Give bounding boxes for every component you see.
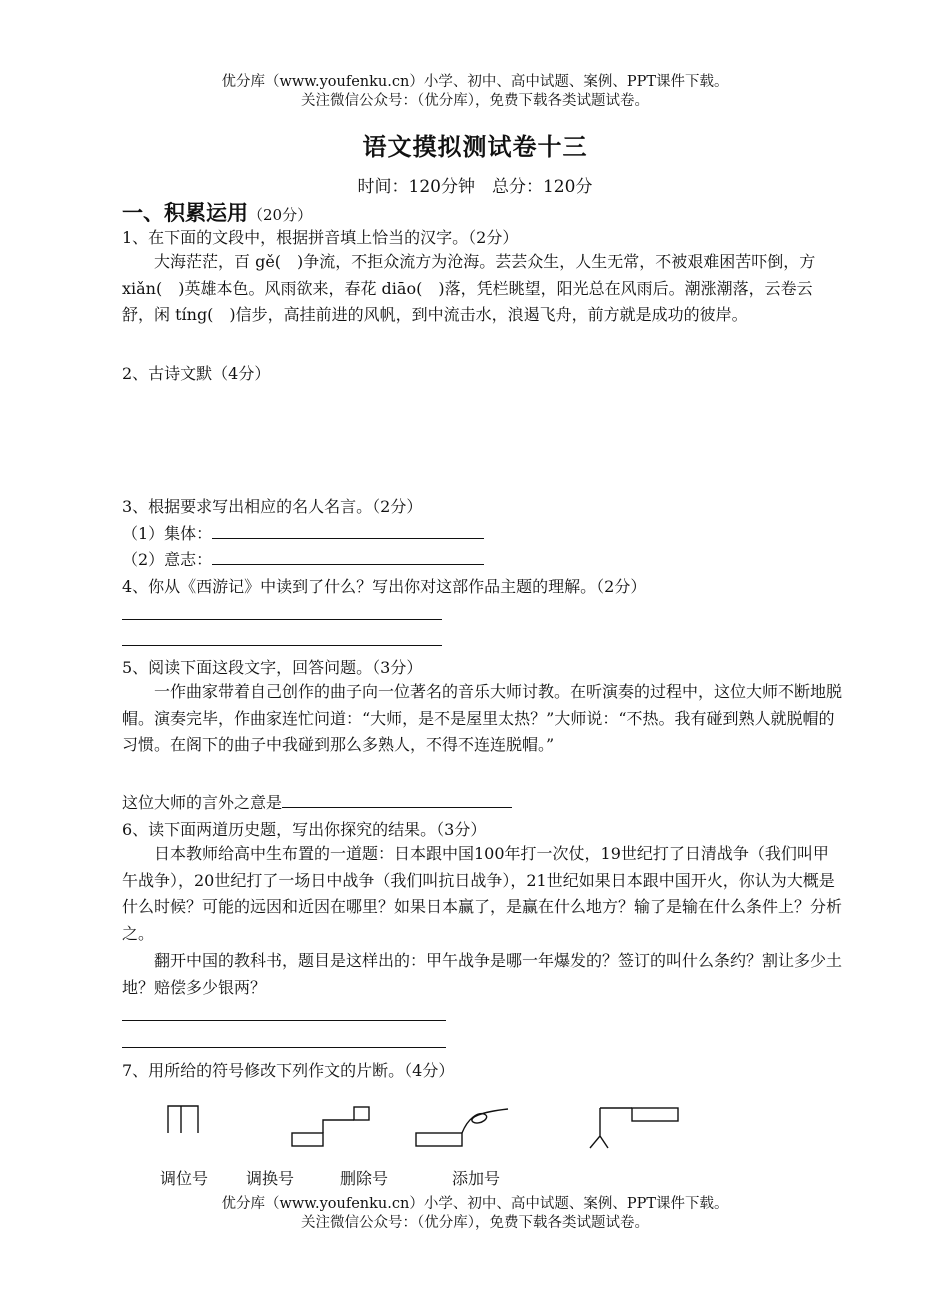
- swap-mark-icon: [292, 1107, 369, 1146]
- q6-paragraph-2: 翻开中国的教科书，题目是这样出的：甲午战争是哪一年爆发的？签订的叫什么条约？割让多少土地？赔偿多少银两？: [122, 951, 843, 997]
- q3-stem: 3、根据要求写出相应的名人名言。（2分）: [122, 497, 423, 516]
- page-subtitle: 时间：120分钟 总分：120分: [357, 177, 593, 197]
- q7-stem: 7、用所给的符号修改下列作文的片断。（4分）: [122, 1061, 455, 1080]
- q3-item-2: [122, 547, 484, 570]
- section-label: 一、积累运用: [122, 200, 248, 225]
- footer-line-2: 关注微信公众号：（优分库），免费下载各类试题试卷。: [301, 1215, 649, 1231]
- q6-stem: 6、读下面两道历史题，写出你探究的结果。（3分）: [122, 820, 487, 839]
- q4-answer-line-1[interactable]: [122, 619, 442, 620]
- header-line-2: 关注微信公众号：（优分库），免费下载各类试题试卷。: [301, 93, 649, 109]
- q4-answer-line-2[interactable]: [122, 645, 442, 646]
- q6-paragraph-1: 日本教师给高中生布置的一道题：日本跟中国100年打一次仗，19世纪打了日清战争（我们叫甲午战争），20世纪打了一场日中战争（我们叫抗日战争），21世纪如果日本跟中国开火，你认为大概是什么时候？可能的远因和近因在哪里？如果日本赢了，是赢在什么地方？输了是输在什么条件上？分析之。: [122, 844, 843, 944]
- symbol-label-insert: 添加号: [452, 1169, 501, 1188]
- delete-mark-icon: [416, 1109, 508, 1146]
- q5-prompt-row: [122, 790, 512, 813]
- q2-stem: 2、古诗文默（4分）: [122, 364, 271, 383]
- q5-answer-blank[interactable]: [282, 791, 512, 808]
- section-score: （20分）: [248, 206, 313, 224]
- q1-passage: 大海茫茫，百 gě( )争流，不拒众流方为沧海。芸芸众生，人生无常，不被艰难困苦吓倒，方 xiǎn( )英雄本色。风雨欲来，春花 diāo( )落，凭栏眺望，阳光总在风雨后。潮涨潮落，云卷云舒，闲 tíng( )信步，高挂前进的风帆，到中流击水，浪遏飞舟，前方就是成功的彼岸。: [122, 252, 816, 325]
- symbol-label-swap: 调换号: [246, 1169, 295, 1188]
- q3-item-2-blank[interactable]: [212, 548, 484, 565]
- q4-stem: 4、你从《西游记》中读到了什么？写出你对这部作品主题的理解。（2分）: [122, 577, 647, 596]
- q3-item-1-blank[interactable]: [212, 522, 484, 539]
- q5-prompt: 这位大师的言外之意是: [122, 793, 283, 812]
- section-heading: [122, 197, 312, 227]
- q6-answer-line-1[interactable]: [122, 1020, 446, 1021]
- q3-item-1-label: （1）集体：: [122, 524, 213, 543]
- q3-item-1: [122, 521, 484, 544]
- page-title: 语文摸拟测试卷十三: [362, 132, 588, 161]
- footer-line-1: 优分库（www.youfenku.cn）小学、初中、高中试题、案例、PPT课件下载。: [221, 1196, 729, 1212]
- q1-stem: 1、在下面的文段中，根据拼音填上恰当的汉字。（2分）: [122, 228, 519, 247]
- q5-passage: 一作曲家带着自己创作的曲子向一位著名的音乐大师讨教。在听演奏的过程中，这位大师不断地脱帽。演奏完毕，作曲家连忙问道：“大师，是不是屋里太热？”大师说：“不热。我有碰到熟人就脱帽的习惯。在阁下的曲子中我碰到那么多熟人，不得不连连脱帽。”: [122, 682, 843, 755]
- insert-mark-icon: [590, 1108, 678, 1148]
- transpose-mark-icon: [168, 1106, 198, 1133]
- revision-symbols: [150, 1100, 710, 1160]
- header-line-1: 优分库（www.youfenku.cn）小学、初中、高中试题、案例、PPT课件下载。: [221, 74, 729, 90]
- q3-item-2-label: （2）意志：: [122, 550, 213, 569]
- symbol-label-delete: 删除号: [340, 1169, 389, 1188]
- q6-answer-line-2[interactable]: [122, 1047, 446, 1048]
- q5-stem: 5、阅读下面这段文字，回答问题。（3分）: [122, 658, 423, 677]
- symbol-label-transpose: 调位号: [160, 1169, 209, 1188]
